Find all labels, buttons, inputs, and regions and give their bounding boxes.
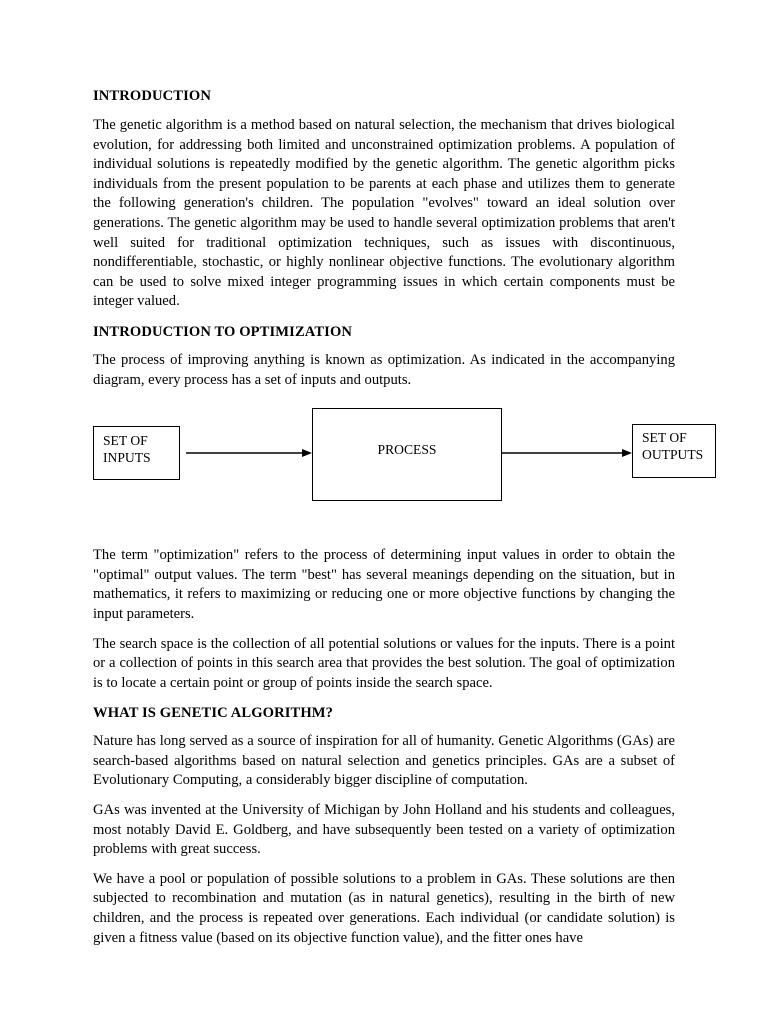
inputs-label-line2: INPUTS — [103, 450, 151, 466]
paragraph-gas-history: GAs was invented at the University of Michigan by John Holland and his students and colleagues, most notably David E. Goldberg, and have subsequently been tested on a variety of optimization problems with great success. — [93, 802, 675, 858]
inputs-label-line1: SET OF — [103, 433, 148, 449]
set-of-inputs-box — [93, 426, 180, 480]
paragraph-nature-inspiration: Nature has long served as a source of inspiration for all of humanity. Genetic Algorithms (GAs) are search-based algorithms based on natural selection and genetics principles. GAs are a subset of Evolutionary Computing, a considerably bigger discipline of computation. — [93, 733, 675, 789]
heading-introduction: INTRODUCTION — [93, 88, 211, 104]
heading-introduction-to-optimization: INTRODUCTION TO OPTIMIZATION — [93, 323, 353, 340]
document-page — [93, 86, 704, 948]
set-of-outputs-box — [632, 424, 716, 478]
outputs-label-line2: OUTPUTS — [642, 447, 704, 463]
paragraph-search-space: The search space is the collection of all potential solutions or values for the inputs. There is a point or a collection of points in this search area that provides the best solution. The goal of optimization is to locate a certain point or group of points inside the search space. — [93, 635, 675, 691]
heading-what-is-genetic-algorithm: WHAT IS GENETIC ALGORITHM? — [93, 705, 334, 722]
paragraph-optimization: The process of improving anything is known as optimization. As indicated in the accompanying diagram, every process has a set of inputs and outputs. — [93, 351, 675, 388]
process-label: PROCESS — [377, 442, 437, 458]
process-box — [312, 408, 502, 501]
process-diagram — [93, 408, 704, 516]
outputs-label-line1: SET OF — [642, 430, 687, 446]
arrowhead-process — [302, 449, 312, 457]
paragraph-optimization-term: The term "optimization" refers to the process of determining input values in order to obtain the "optimal" output values. The term "best" has several meanings depending on the situation, but in mathematics, it refers to maximizing or reducing one or more objective functions by changing the input parameters. — [93, 547, 675, 622]
arrowhead-outputs — [622, 449, 632, 457]
paragraph-introduction: The genetic algorithm is a method based on natural selection, the mechanism that drives biological evolution, for addressing both limited and unconstrained optimization problems. A population of individual solutions is repeatedly modified by the genetic algorithm. The genetic algorithm picks individuals from the present population to be parents at each phase and utilizes them to generate the following generation's children. The population "evolves" toward an ideal solution over generations. The genetic algorithm may be used to handle several optimization problems that aren't well suited for traditional optimization techniques, such as issues with discontinuous, nondifferentiable, stochastic, or highly nonlinear objective functions. The evolutionary algorithm can be used to solve mixed integer programming issues in which certain components must be integer valued. — [93, 117, 675, 310]
paragraph-population-pool: We have a pool or population of possible solutions to a problem in GAs. These solutions are then subjected to recombination and mutation (as in natural genetics), resulting in the birth of new children, and the process is repeated over generations. Each individual (or candidate solution) is given a fitness value (based on its objective function value), and the fitter ones have — [93, 870, 675, 946]
